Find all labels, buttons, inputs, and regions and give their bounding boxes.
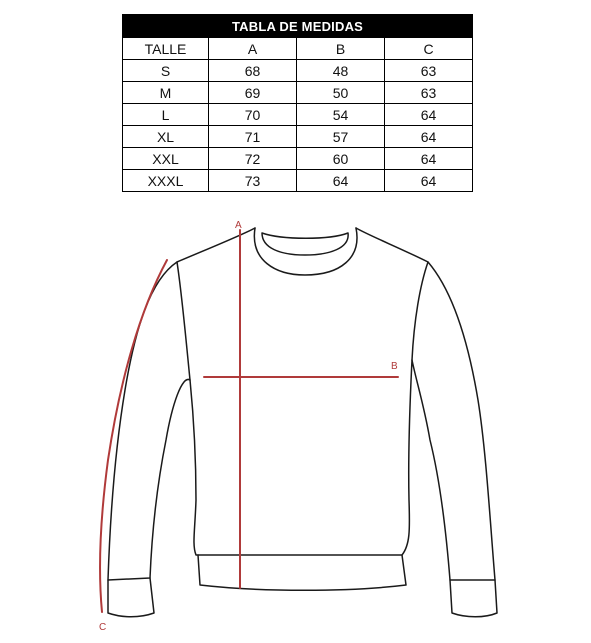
value-c-cell: 64 xyxy=(385,148,473,170)
right-sleeve xyxy=(412,262,495,580)
value-c-cell: 64 xyxy=(385,104,473,126)
size-cell: XXXL xyxy=(123,170,209,192)
table-row xyxy=(123,104,473,126)
value-c-cell: 64 xyxy=(385,126,473,148)
measure-line-c xyxy=(100,260,167,612)
value-c-cell: 63 xyxy=(385,82,473,104)
table-row xyxy=(123,60,473,82)
table-row xyxy=(123,82,473,104)
value-b-cell: 48 xyxy=(297,60,385,82)
value-b-cell: 64 xyxy=(297,170,385,192)
value-a-cell: 72 xyxy=(209,148,297,170)
table-title: TABLA DE MEDIDAS xyxy=(123,15,473,38)
sweatshirt-diagram xyxy=(0,200,591,643)
waist-band xyxy=(198,555,406,590)
label-c: C xyxy=(99,622,107,633)
header-c: C xyxy=(385,38,473,60)
size-cell: XXL xyxy=(123,148,209,170)
size-cell: S xyxy=(123,60,209,82)
size-table xyxy=(122,14,473,192)
sweatshirt-body xyxy=(177,228,428,555)
label-a: A xyxy=(235,220,242,231)
value-a-cell: 69 xyxy=(209,82,297,104)
value-a-cell: 70 xyxy=(209,104,297,126)
value-c-cell: 64 xyxy=(385,170,473,192)
value-b-cell: 57 xyxy=(297,126,385,148)
value-a-cell: 68 xyxy=(209,60,297,82)
table-row xyxy=(123,148,473,170)
collar-inner xyxy=(262,233,348,255)
value-b-cell: 60 xyxy=(297,148,385,170)
value-a-cell: 73 xyxy=(209,170,297,192)
value-c-cell: 63 xyxy=(385,60,473,82)
table-row xyxy=(123,126,473,148)
value-b-cell: 54 xyxy=(297,104,385,126)
table-row xyxy=(123,170,473,192)
size-cell: M xyxy=(123,82,209,104)
left-sleeve xyxy=(108,262,190,580)
size-cell: XL xyxy=(123,126,209,148)
label-b: B xyxy=(391,361,398,372)
table-header-row xyxy=(123,38,473,60)
sweatshirt-outline xyxy=(108,228,497,617)
header-b: B xyxy=(297,38,385,60)
table-title-row xyxy=(123,15,473,38)
right-cuff xyxy=(450,580,497,617)
value-a-cell: 71 xyxy=(209,126,297,148)
header-a: A xyxy=(209,38,297,60)
size-cell: L xyxy=(123,104,209,126)
left-cuff xyxy=(108,578,154,617)
header-talle: TALLE xyxy=(123,38,209,60)
value-b-cell: 50 xyxy=(297,82,385,104)
